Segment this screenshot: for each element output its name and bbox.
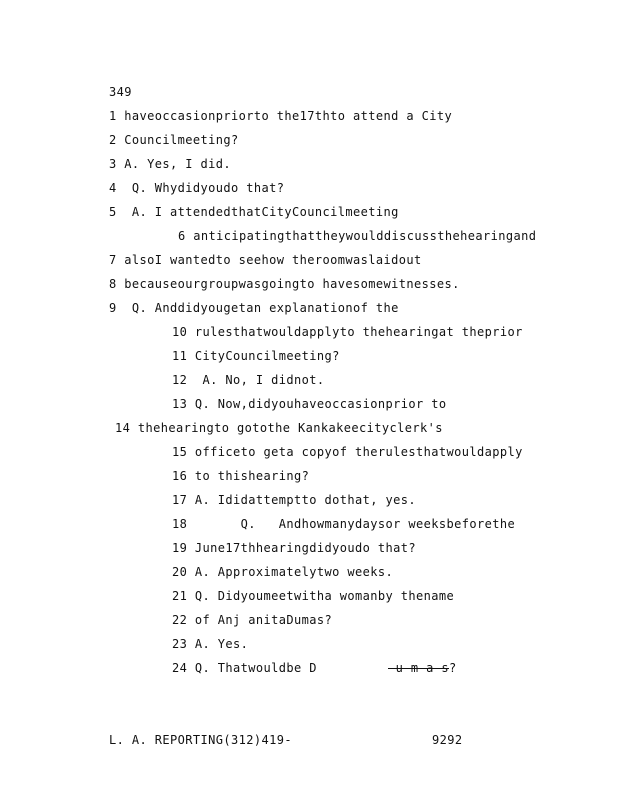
- line-text: A. Yes.: [194, 637, 249, 651]
- transcript-line: [172, 637, 248, 651]
- line-text: rulesthatwouldapplyto thehearingat theprior: [194, 325, 523, 339]
- line-number: 12: [172, 373, 188, 387]
- transcript-line: [178, 229, 536, 243]
- line-text: Q. Thatwouldbe D: [194, 661, 317, 675]
- transcript-line: [109, 157, 231, 171]
- line-number: 17: [172, 493, 188, 507]
- line-number: 11: [172, 349, 188, 363]
- phone-prefix: (312)419-: [223, 733, 292, 747]
- line-number: 10: [172, 325, 188, 339]
- line-tail: ?: [449, 661, 457, 675]
- footer-phone-suffix: 9292: [432, 733, 463, 747]
- line-text: officeto geta copyof therulesthatwouldapply: [194, 445, 523, 459]
- line-number: 4: [109, 181, 117, 195]
- struck-text: [388, 661, 457, 675]
- line-number: 19: [172, 541, 188, 555]
- line-number: 8: [109, 277, 117, 291]
- line-text: CityCouncilmeeting?: [194, 349, 340, 363]
- transcript-line: [109, 109, 452, 123]
- page-number: 349: [109, 85, 132, 99]
- line-text: alsoI wantedto seehow theroomwaslaidout: [124, 253, 422, 267]
- line-text: A. No, I didnot.: [202, 373, 325, 387]
- footer-company: [109, 733, 292, 747]
- line-text: thehearingto gotothe Kankakeecityclerk's: [137, 421, 443, 435]
- line-text: A. I attendedthatCityCouncilmeeting: [131, 205, 399, 219]
- transcript-line: [172, 349, 340, 363]
- line-text: A. Yes, I did.: [124, 157, 231, 171]
- transcript-line: [115, 421, 443, 435]
- transcript-line: [109, 133, 239, 147]
- transcript-line: [172, 589, 454, 603]
- line-number: 20: [172, 565, 188, 579]
- transcript-line: [172, 325, 523, 339]
- transcript-line: [172, 445, 523, 459]
- line-text: Councilmeeting?: [124, 133, 239, 147]
- line-number: 24: [172, 661, 188, 675]
- transcript-line: [172, 613, 332, 627]
- line-text: anticipatingthattheywoulddiscussthehearingand: [193, 229, 537, 243]
- line-text: A. Ididattemptto dothat, yes.: [194, 493, 416, 507]
- line-number: 22: [172, 613, 188, 627]
- line-text: of Anj anitaDumas?: [194, 613, 333, 627]
- transcript-line: [109, 301, 399, 315]
- line-text: June17thhearingdidyoudo that?: [194, 541, 416, 555]
- line-number: 16: [172, 469, 188, 483]
- transcript-line: [172, 565, 393, 579]
- line-number: 13: [172, 397, 188, 411]
- line-text: A. Approximatelytwo weeks.: [194, 565, 394, 579]
- transcript-line: [172, 493, 416, 507]
- line-number: 2: [109, 133, 117, 147]
- line-text: Q. Now,didyouhaveoccasionprior to: [194, 397, 447, 411]
- line-number: 1: [109, 109, 117, 123]
- line-text: Q. Whydidyoudo that?: [131, 181, 285, 195]
- line-text: haveoccasionpriorto the17thto attend a City: [124, 109, 453, 123]
- line-number: 21: [172, 589, 188, 603]
- line-text: Q. Didyoumeetwitha womanby thename: [194, 589, 455, 603]
- transcript-line: [172, 469, 309, 483]
- line-number: 18: [172, 517, 188, 531]
- line-number: 15: [172, 445, 188, 459]
- transcript-line: [172, 661, 317, 675]
- reporter-name: L. A. REPORTING: [109, 733, 224, 747]
- line-number: 7: [109, 253, 117, 267]
- transcript-line: [172, 517, 515, 531]
- line-text: to thishearing?: [194, 469, 310, 483]
- transcript-line: [172, 541, 416, 555]
- line-number: 23: [172, 637, 188, 651]
- line-number: 3: [109, 157, 117, 171]
- line-text: Q. Anddidyougetan explanationof the: [131, 301, 399, 315]
- line-number: 6: [178, 229, 186, 243]
- strikethrough-surname: -u-m-a-s: [388, 661, 449, 675]
- line-number: 9: [109, 301, 117, 315]
- transcript-line: [109, 277, 460, 291]
- transcript-line: [109, 205, 399, 219]
- transcript-line: [109, 181, 284, 195]
- line-text: becauseourgroupwasgoingto havesomewitnesses.: [124, 277, 460, 291]
- line-text: Q. Andhowmanydaysor weeksbeforethe: [240, 517, 516, 531]
- transcript-line: [172, 373, 325, 387]
- line-number: 14: [115, 421, 131, 435]
- line-number: 5: [109, 205, 117, 219]
- transcript-line: [109, 253, 422, 267]
- transcript-line: [172, 397, 447, 411]
